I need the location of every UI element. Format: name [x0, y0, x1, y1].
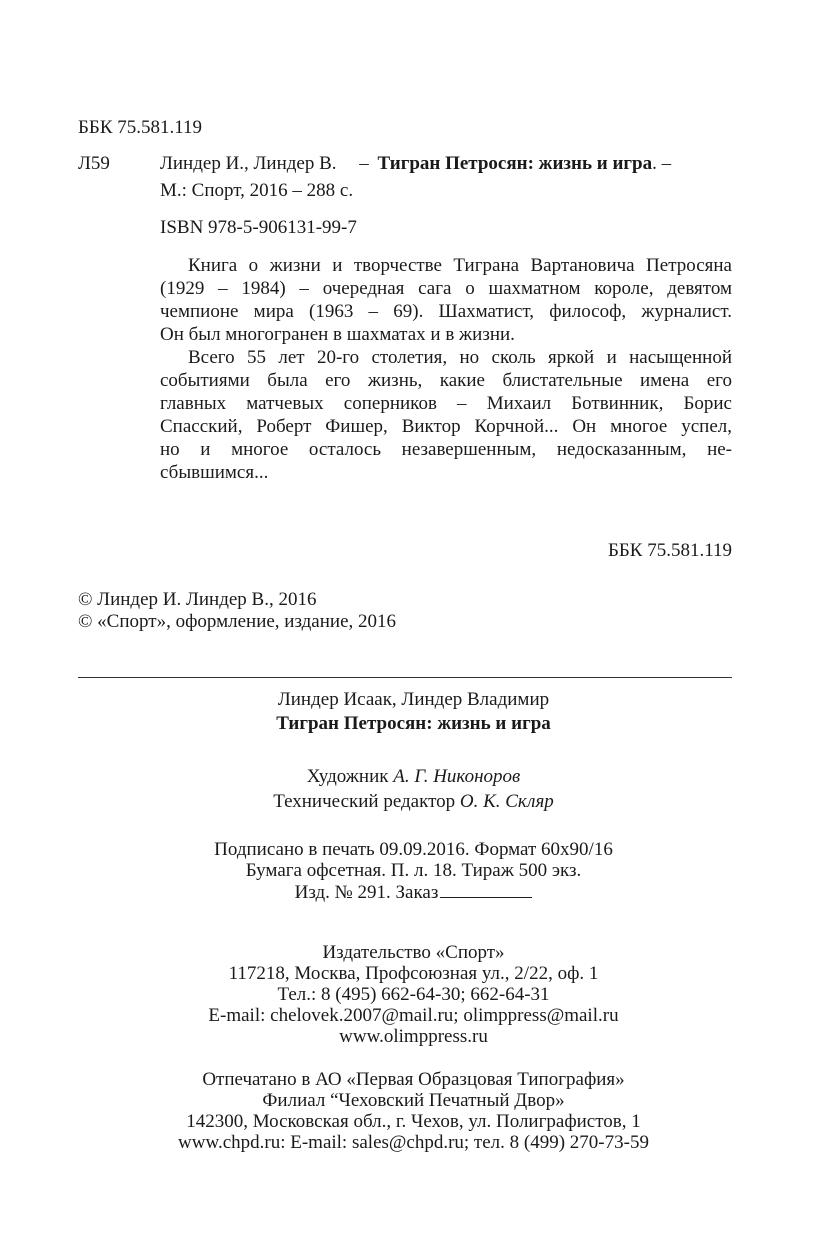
abstract-line: сбывшимся... — [160, 462, 269, 483]
divider-rule — [78, 677, 732, 678]
catalog-imprint: М.: Спорт, 2016 – 288 с. — [160, 180, 354, 201]
bbk-top: ББК 75.581.119 — [78, 117, 203, 138]
catalog-dash: – — [359, 153, 369, 174]
abstract-line: событиями была его жизнь, какие блистательные имена его — [160, 370, 732, 391]
colophon-authors: Линдер Исаак, Линдер Владимир — [277, 689, 550, 710]
printer-line: Отпечатано в АО «Первая Образцовая Типография» — [202, 1069, 625, 1090]
abstract-line: но и многое осталось незавершенным, недосказанным, не- — [160, 439, 732, 460]
publisher-line: E-mail: chelovek.2007@mail.ru; olimppress@mail.ru — [208, 1005, 619, 1026]
colophon-title: Тигран Петросян: жизнь и игра — [276, 713, 551, 734]
abstract-line: Книга о жизни и творчестве Тиграна Вартановича Петросяна — [188, 255, 732, 276]
editor-label: Технический редактор — [273, 791, 460, 812]
abstract-line: чемпионе мира (1963 – 69). Шахматист, философ, журналист. — [160, 301, 732, 322]
abstract-line: Он был многогранен в шахматах и в жизни. — [160, 324, 515, 345]
printer-line: 142300, Московская обл., г. Чехов, ул. Полиграфистов, 1 — [186, 1111, 641, 1132]
order-line — [0, 881, 827, 904]
publisher-line: Издательство «Спорт» — [322, 942, 505, 963]
catalog-entry — [160, 153, 671, 175]
copyright-authors: © Линдер И. Линдер В., 2016 — [78, 589, 317, 610]
abstract-line: Всего 55 лет 20-го столетия, но сколь яркой и насыщенной — [188, 347, 732, 368]
publisher-line: Тел.: 8 (495) 662-64-30; 662-64-31 — [277, 984, 550, 1005]
print-info-line: Бумага офсетная. П. л. 18. Тираж 500 экз. — [245, 860, 582, 881]
publisher-line: 117218, Москва, Профсоюзная ул., 2/22, оф. 1 — [228, 963, 599, 984]
abstract-line: главных матчевых соперников – Михаил Ботвинник, Борис — [160, 393, 732, 414]
printer-line: Филиал “Чеховский Печатный Двор» — [262, 1090, 565, 1111]
isbn: ISBN 978-5-906131-99-7 — [160, 217, 357, 238]
artist-name: А. Г. Никоноров — [393, 766, 521, 787]
catalog-title: Тигран Петросян: жизнь и игра — [377, 153, 653, 174]
catalog-code: Л59 — [78, 153, 110, 174]
editor-name: О. К. Скляр — [459, 791, 554, 812]
catalog-title-tail: . – — [652, 153, 672, 174]
abstract-line: (1929 – 1984) – очередная сага о шахматном короле, девятом — [160, 278, 732, 299]
abstract-line: Спасский, Роберт Фишер, Виктор Корчной... Он многое успел, — [160, 416, 732, 437]
order-blank — [440, 881, 532, 898]
print-info-line: Подписано в печать 09.09.2016. Формат 60х90/16 — [214, 839, 613, 860]
bbk-right: ББК 75.581.119 — [607, 540, 732, 561]
artist-label: Художник — [306, 766, 394, 787]
catalog-authors: Линдер И., Линдер В. — [160, 153, 337, 174]
colophon-editor — [0, 791, 827, 813]
printer-line: www.chpd.ru: E-mail: sales@chpd.ru; тел. 8 (499) 270-73-59 — [178, 1132, 649, 1153]
order-label: Изд. № 291. Заказ — [294, 882, 439, 903]
colophon-artist — [0, 766, 827, 788]
copyright-publisher: © «Спорт», оформление, издание, 2016 — [78, 611, 397, 632]
publisher-line: www.olimppress.ru — [339, 1026, 488, 1047]
